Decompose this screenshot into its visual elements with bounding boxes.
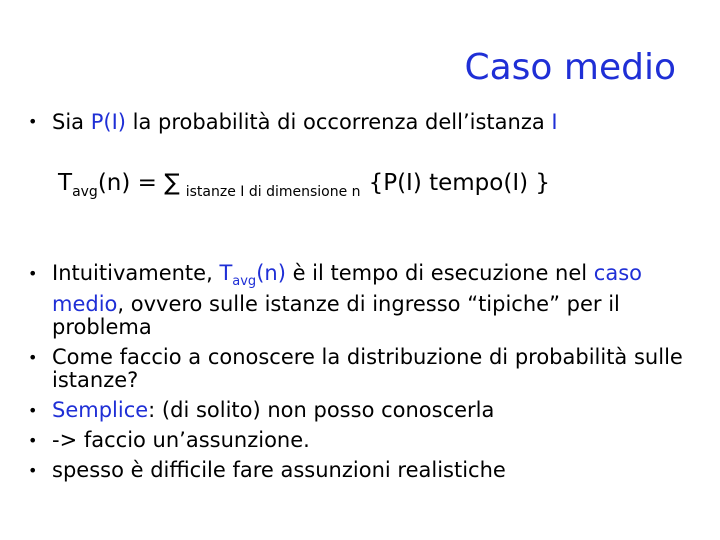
formula-avg-sub: avg xyxy=(72,184,98,200)
list-item xyxy=(28,399,698,422)
formula-n-sum: (n) = ∑ xyxy=(97,170,180,196)
list-item xyxy=(28,262,698,339)
formula-rest: {P(I) tempo(I) } xyxy=(368,170,551,196)
i3-post: : (di solito) non posso conoscerla xyxy=(148,398,495,422)
bullet-marker: • xyxy=(28,348,38,367)
i4-text: -> faccio un’assunzione. xyxy=(52,428,310,452)
bullet-marker: • xyxy=(28,401,38,420)
bullet-probability xyxy=(28,110,558,134)
list-item xyxy=(28,429,698,452)
b1-mid: la probabilità di occorrenza dell’istanza xyxy=(125,110,552,134)
b1-pre: Sia xyxy=(52,110,91,134)
i3-semplice: Semplice xyxy=(52,398,149,422)
b1-i: I xyxy=(551,110,558,134)
bullet-marker: • xyxy=(28,461,38,480)
formula-tavg xyxy=(58,170,550,200)
bullet-marker: • xyxy=(28,431,38,450)
i2-text: Come faccio a conoscere la distribuzione di probabilità sulle istanze? xyxy=(52,345,683,392)
formula-sum-range: istanze I di dimensione n xyxy=(185,184,361,200)
bullet-list xyxy=(28,262,698,489)
i1-t: $T_{avg}(n)$ xyxy=(219,261,286,289)
slide-title: Caso medio xyxy=(464,47,676,88)
i1-post: , ovvero sulle istanze di ingresso “tipiche” per il problema xyxy=(52,292,620,339)
b1-pi: P(I) xyxy=(90,110,126,134)
list-item xyxy=(28,346,698,392)
list-item xyxy=(28,459,698,482)
i1-pre: Intuitivamente, xyxy=(52,261,220,285)
i1-mid: è il tempo di esecuzione nel xyxy=(285,261,594,285)
i5-text: spesso è difficile fare assunzioni realistiche xyxy=(52,458,506,482)
formula-t: T xyxy=(58,170,73,196)
i1-caso-medio: caso medio xyxy=(52,261,643,316)
bullet-marker: • xyxy=(28,264,38,283)
bullet-marker: • xyxy=(28,112,38,131)
